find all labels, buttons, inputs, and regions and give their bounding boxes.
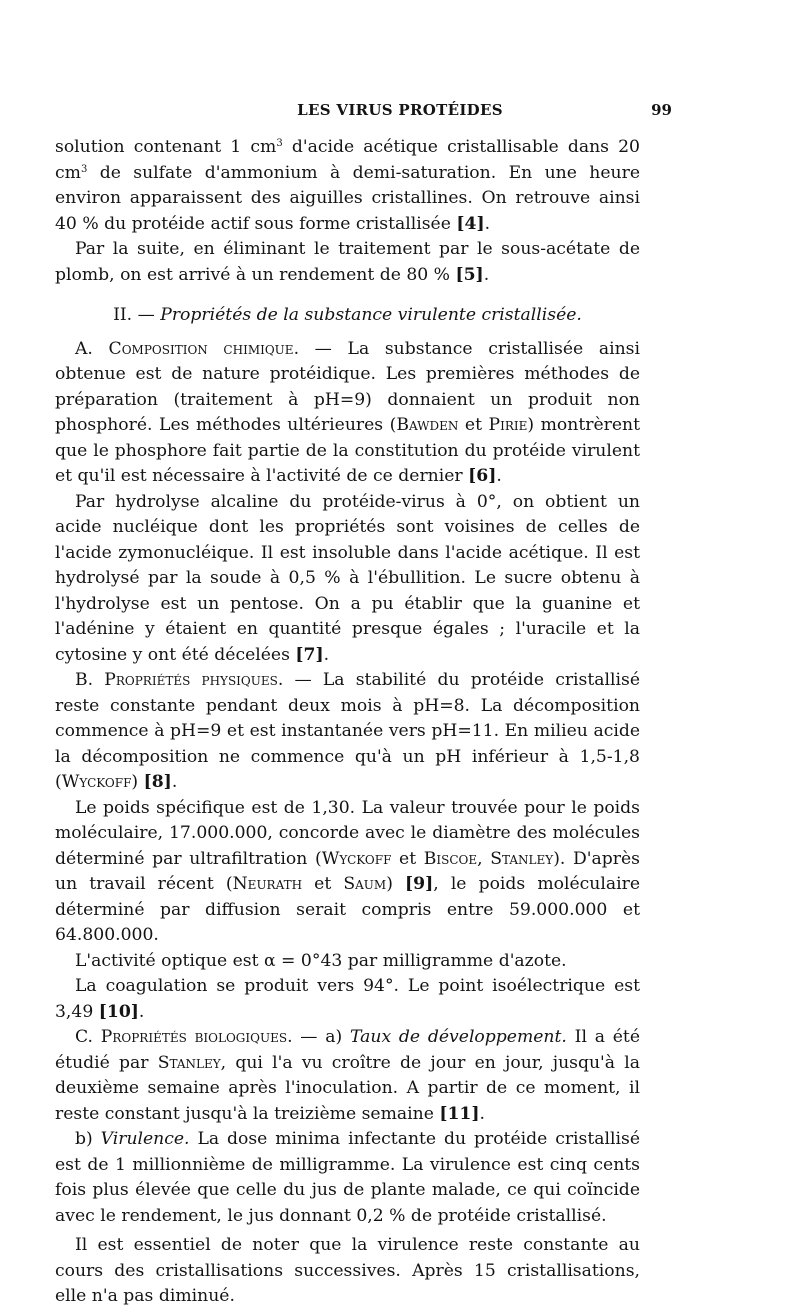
- citation-ref: [10]: [98, 1001, 139, 1022]
- text-run: L'activité optique est α = 0°43 par milligramme d'azote.: [75, 950, 567, 971]
- citation-ref: [8]: [143, 772, 172, 792]
- text-run: ) montrèrent que le phosphore fait partie de la constitution du protéide virulent et qu'il est nécessaire à l'activité de ce dernier: [55, 415, 641, 486]
- text-run: La coagulation se produit vers 94°. Le point isoélectrique est 3,49: [55, 976, 640, 1022]
- author-name: Stanley: [157, 1052, 221, 1073]
- text-run: .: [323, 644, 330, 665]
- text-run: La substance cristallisée ainsi obtenue est de nature protéidique. Les premières méthodes de préparation (traitement à pH=9) donnaient un produit non phosphoré. Les méthodes ultérieures (: [55, 338, 640, 435]
- citation-ref: [5]: [455, 264, 484, 285]
- text-run: . —: [293, 338, 348, 359]
- citation-ref: [6]: [468, 466, 497, 486]
- text-run: Il est essentiel de noter que la virulence reste constante au cours des cristallisations successives. Après 15 cristallisations, elle n'a pas diminué.: [55, 1235, 640, 1306]
- subsection-heading: Propriétés biologiques: [100, 1027, 288, 1047]
- text-run: Par la suite, en éliminant le traitement par le sous-acétate de plomb, on est arrivé à un rendement de 80 %: [55, 239, 640, 285]
- text-run: Il a été étudié par: [55, 1027, 640, 1073]
- author-name: Wyckoff: [321, 848, 392, 869]
- subsection-label: C.: [75, 1027, 101, 1047]
- author-name: Saum: [343, 874, 387, 894]
- text-run: .: [138, 1001, 145, 1022]
- text-run: de sulfate d'ammonium à demi-saturation. En une heure environ apparaissent des aiguilles cristallines. On retrouve ainsi 40 % du protéide actif sous forme cristallisée: [55, 162, 640, 234]
- text-run: b): [75, 1129, 101, 1149]
- citation-ref: [4]: [456, 213, 485, 234]
- paragraph: [55, 796, 640, 949]
- page-header: [0, 101, 800, 125]
- section-number: II. —: [113, 305, 161, 325]
- text-run: .: [483, 264, 490, 285]
- author-name: Neurath: [232, 874, 303, 894]
- paragraph: [55, 490, 640, 669]
- paragraph: [55, 337, 640, 490]
- body-text: [55, 135, 640, 1310]
- text-run: .: [479, 1103, 485, 1124]
- text-run: , le poids moléculaire déterminé par diffusion serait compris entre 59.000.000 et 64.800.000.: [55, 874, 640, 945]
- text-run: ). D'après un travail récent (: [55, 848, 640, 894]
- text-run: .: [496, 466, 502, 486]
- section-heading: [55, 303, 640, 329]
- text-run: Le poids spécifique est de 1,30. La valeur trouvée pour le poids moléculaire, 17.000.000, concorde avec le diamètre des molécules déterminé par ultrafiltration (: [55, 797, 640, 869]
- superscript: 3: [80, 163, 88, 175]
- paragraph: [55, 949, 640, 975]
- text-run: et: [391, 848, 424, 869]
- page-number: 99: [651, 101, 672, 119]
- text-run: solution contenant 1 cm: [55, 137, 277, 157]
- author-name: Pirie: [488, 415, 528, 435]
- author-name: Wyckoff: [61, 772, 132, 792]
- subsection-label: B.: [75, 670, 105, 690]
- italic-phrase: Taux de développement.: [350, 1027, 567, 1047]
- text-run: . —: [277, 670, 323, 690]
- paragraph: [55, 135, 640, 237]
- text-run: d'acide acétique cristallisable dans 20 cm: [55, 137, 640, 183]
- text-run: .: [484, 213, 491, 234]
- text-run: La stabilité du protéide cristallisé reste constante pendant deux mois à pH=8. La décomposition commence à pH=9 et est instantanée vers pH=11. En milieu acide la décomposition ne commence qu'à un pH inférieur à 1,5-1,8 (: [55, 670, 640, 792]
- text-run: ): [386, 874, 406, 894]
- text-run: .: [171, 772, 178, 792]
- paragraph: [55, 237, 640, 288]
- text-run: et: [302, 874, 344, 894]
- paragraph: [55, 974, 640, 1025]
- paragraph: [55, 668, 640, 796]
- author-name: Biscoe: [423, 848, 478, 869]
- text-run: et: [458, 415, 489, 435]
- paragraph: [55, 1025, 640, 1127]
- superscript: 3: [276, 138, 283, 149]
- text-run: La dose minima infectante du protéide cristallisé est de 1 millionnième de milligramme. La virulence est cinq cents fois plus élevée que celle du jus de plante malade, ce qui coïncide avec le rendement, le jus donnant 0,2 % de protéide cristallisé.: [55, 1129, 640, 1226]
- citation-ref: [7]: [295, 644, 324, 665]
- text-run: ): [131, 772, 144, 792]
- text-run: , qui l'a vu croître de jour en jour, jusqu'à la deuxième semaine après l'inoculation. A partir de ce moment, il reste constant jusqu'à la treizième semaine: [55, 1052, 640, 1124]
- text-run: . —: [287, 1027, 326, 1047]
- author-name: Stanley: [490, 848, 554, 869]
- subsection-label: A.: [75, 338, 109, 359]
- subsection-heading: Propriétés physiques: [104, 670, 278, 690]
- paragraph: [55, 1127, 640, 1229]
- text-run: ,: [477, 848, 491, 869]
- section-title: Propriétés de la substance virulente cristallisée.: [160, 305, 582, 325]
- text-run: a): [325, 1027, 351, 1047]
- running-title: LES VIRUS PROTÉIDES: [297, 101, 503, 119]
- text-run: Par hydrolyse alcaline du protéide-virus à 0°, on obtient un acide nucléique dont les propriétés sont voisines de celles de l'acide zymonucléique. Il est insoluble dans l'acide acétique. Il est hydrolysé par la soude à 0,5 % à l'ébullition. Le sucre obtenu à l'hydrolyse est un pentose. On a pu établir que la guanine et l'adénine y étaient en quantité presque égales ; l'uracile et la cytosine y ont été décelées: [55, 491, 640, 665]
- author-name: Bawden: [396, 415, 459, 435]
- italic-phrase: Virulence.: [100, 1129, 190, 1149]
- subsection-heading: Composition chimique: [108, 338, 294, 359]
- paragraph: [55, 1233, 640, 1310]
- citation-ref: [9]: [405, 874, 434, 894]
- citation-ref: [11]: [439, 1103, 480, 1124]
